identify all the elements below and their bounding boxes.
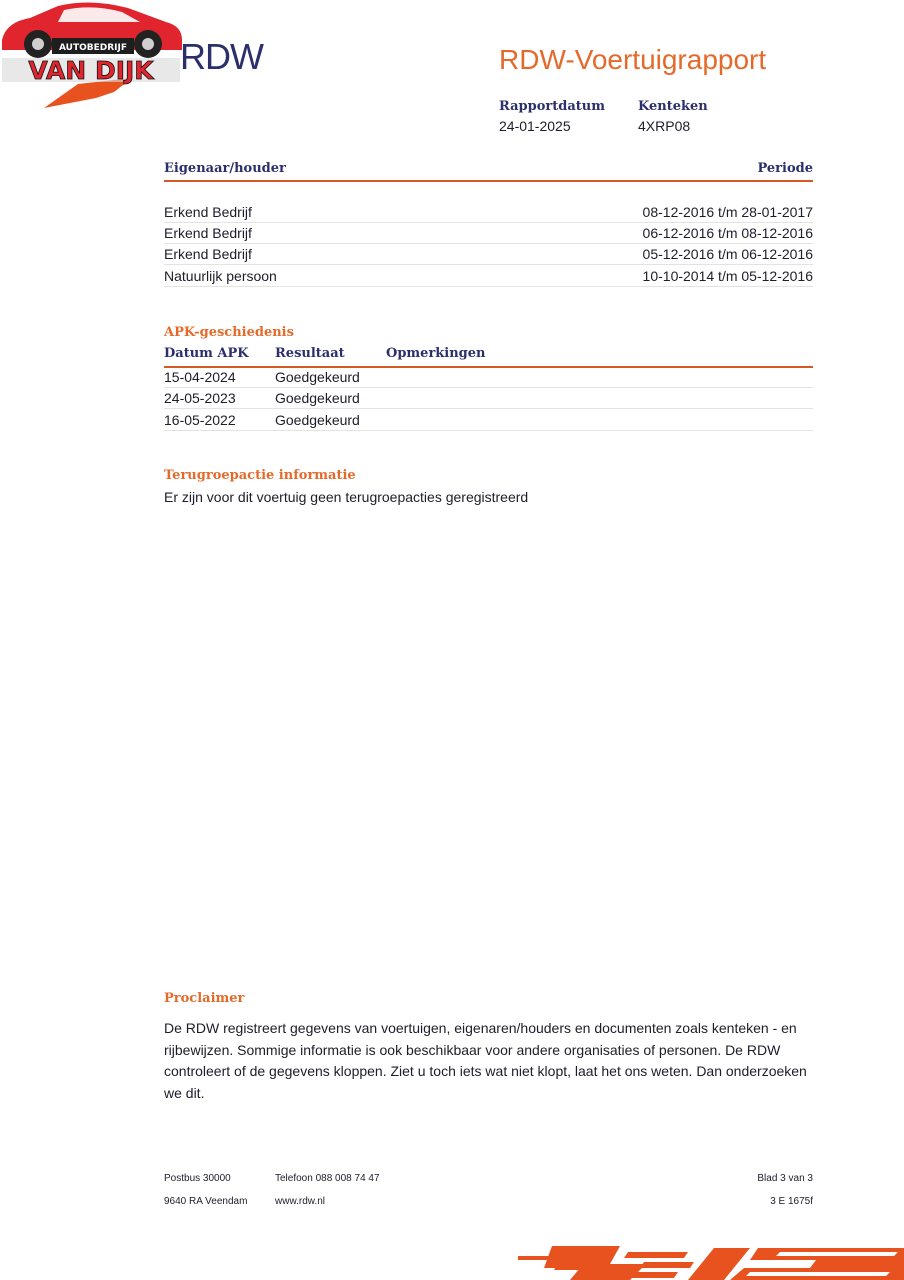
recall-section-title: Terugroepactie informatie [164, 468, 356, 483]
proclaimer-text [164, 1018, 824, 1104]
period-cell: 10-10-2014 t/m 05-12-2016 [642, 268, 813, 284]
footer-city: 9640 RA Veendam [164, 1196, 248, 1207]
owner-column-header: Eigenaar/houder [164, 161, 286, 176]
kenteken-label: Kenteken [638, 99, 708, 114]
table-row [164, 222, 813, 244]
kenteken-value: 4XRP08 [638, 118, 691, 134]
proclaimer-line: rijbewijzen. Sommige informatie is ook beschikbaar voor andere organisaties of personen. De RDW [164, 1041, 781, 1058]
apk-date-cell: 24-05-2023 [164, 390, 236, 406]
report-title: RDW-Voertuigrapport [499, 44, 767, 75]
table-row [164, 265, 813, 287]
apk-date-cell: 15-04-2024 [164, 369, 236, 385]
proclaimer-line: De RDW registreert gegevens van voertuigen, eigenaren/houders en documenten zoals kenteken - en [164, 1020, 797, 1036]
logo-small-text: AUTOBEDRIJF [58, 43, 128, 53]
apk-result-header: Resultaat [275, 346, 345, 361]
apk-date-header: Datum APK [164, 346, 249, 361]
apk-section-title: APK-geschiedenis [164, 325, 294, 340]
recall-text: Er zijn voor dit voertuig geen terugroepacties geregistreerd [164, 489, 529, 505]
table-row [164, 409, 813, 431]
apk-date-cell: 16-05-2022 [164, 412, 236, 428]
period-cell: 05-12-2016 t/m 06-12-2016 [642, 246, 813, 262]
footer-document-code: 3 E 1675f [770, 1196, 813, 1207]
proclaimer-line: controleert of de gegevens kloppen. Ziet u toch iets wat niet klopt, laat het ons weten. Dan onderzoeken [164, 1063, 807, 1079]
owner-cell: Erkend Bedrijf [164, 225, 252, 241]
owner-cell: Natuurlijk persoon [164, 268, 277, 284]
proclaimer-title: Proclaimer [164, 991, 245, 1006]
table-row [164, 366, 813, 388]
footer-page-number: Blad 3 van 3 [757, 1173, 813, 1184]
apk-result-cell: Goedgekeurd [275, 390, 360, 406]
period-cell: 08-12-2016 t/m 28-01-2017 [642, 204, 813, 220]
table-row [164, 387, 813, 409]
period-cell: 06-12-2016 t/m 08-12-2016 [642, 225, 813, 241]
proclaimer-line: we dit. [164, 1084, 205, 1101]
apk-remarks-header: Opmerkingen [386, 346, 486, 361]
owner-cell: Erkend Bedrijf [164, 204, 252, 220]
apk-result-cell: Goedgekeurd [275, 412, 360, 428]
logo-big-text: VAN DIJK [28, 56, 154, 85]
owners-divider [164, 180, 813, 182]
period-column-header: Periode [757, 161, 813, 176]
rapportdatum-value: 24-01-2025 [499, 118, 571, 134]
rdw-mark: RDW [180, 36, 263, 77]
apk-result-cell: Goedgekeurd [275, 369, 360, 385]
footer-web-link[interactable]: www.rdw.nl [275, 1196, 326, 1207]
table-row [164, 201, 813, 223]
rapportdatum-label: Rapportdatum [499, 99, 605, 114]
table-row [164, 243, 813, 265]
owner-cell: Erkend Bedrijf [164, 246, 252, 262]
decorative-stripes [518, 1244, 904, 1280]
footer-postbus: Postbus 30000 [164, 1173, 231, 1184]
footer-phone: Telefoon 088 008 74 47 [275, 1173, 380, 1184]
